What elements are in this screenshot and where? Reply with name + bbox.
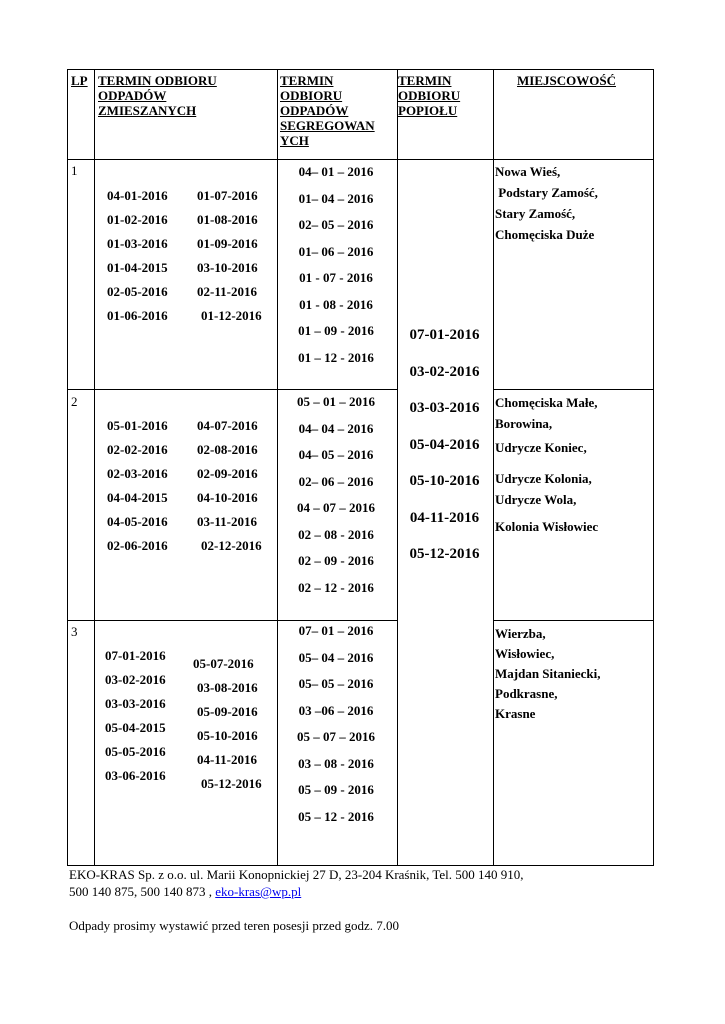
company-address: EKO-KRAS Sp. z o.o. ul. Marii Konopnickiej 27 D, 23-204 Kraśnik, Tel. 500 140 910, — [69, 867, 524, 882]
table-cell: 01 - 08 - 2016 — [299, 296, 373, 312]
table-cell: 03-06-2016 — [105, 768, 166, 783]
table-cell: 02– 05 – 2016 — [298, 217, 374, 232]
row1-separator-right — [493, 389, 654, 390]
ash-dates — [397, 325, 492, 581]
table-border-left — [67, 69, 68, 866]
col-divider-mixed — [277, 69, 278, 866]
row3-mixed-left — [105, 648, 166, 792]
table-cell: 03-10-2016 — [197, 260, 258, 275]
company-phones — [69, 883, 524, 900]
row1-mixed-left — [107, 188, 168, 332]
table-cell: 03-08-2016 — [197, 680, 258, 695]
table-cell: 03 –06 – 2016 — [298, 702, 374, 718]
table-cell: 05-10-2016 — [409, 473, 480, 489]
table-cell: 03-03-2016 — [105, 696, 166, 711]
table-cell: 05– 05 – 2016 — [298, 676, 374, 691]
row2-localities — [495, 395, 598, 540]
row2-lp: 2 — [71, 394, 78, 409]
table-cell: 02-08-2016 — [197, 442, 258, 457]
table-cell: 07– 01 – 2016 — [298, 623, 374, 638]
table-cell: 02 – 12 - 2016 — [298, 579, 374, 595]
table-cell: 05– 04 – 2016 — [298, 649, 374, 665]
schedule-table — [67, 69, 654, 866]
table-cell: 05-12-2016 — [201, 776, 262, 791]
col-divider-ash — [493, 69, 494, 866]
table-cell: 02-05-2016 — [107, 284, 168, 299]
row3-segregated — [281, 623, 391, 835]
table-cell: 01-04-2015 — [107, 260, 168, 275]
list-item: Kolonia Wisłowiec — [495, 519, 599, 534]
email-link[interactable]: eko-kras@wp.pl — [215, 884, 302, 899]
table-cell: 05-05-2016 — [105, 744, 166, 759]
table-cell: 03-11-2016 — [197, 514, 257, 529]
table-cell: 04-11-2016 — [409, 509, 480, 526]
table-cell: 04-11-2016 — [197, 752, 257, 767]
list-item: Podstary Zamość, — [495, 185, 598, 200]
table-cell: 05-04-2015 — [105, 720, 166, 735]
table-cell: 07-01-2016 — [105, 648, 166, 663]
table-cell: 01 - 07 - 2016 — [299, 270, 373, 285]
table-cell: 04– 01 – 2016 — [298, 164, 374, 179]
table-cell: 01 – 09 - 2016 — [298, 323, 374, 338]
table-cell: 02-12-2016 — [201, 538, 262, 553]
table-cell: 03 – 08 - 2016 — [298, 755, 374, 771]
row2-segregated — [281, 394, 391, 606]
row2-separator-right — [493, 620, 654, 621]
table-cell: 01-09-2016 — [197, 236, 258, 251]
table-cell: 01– 04 – 2016 — [298, 190, 374, 206]
table-cell: 05 – 09 - 2016 — [298, 782, 374, 797]
list-item: Chomęciska Małe, — [495, 395, 598, 410]
table-cell: 01-08-2016 — [197, 212, 258, 227]
list-item: Krasne — [495, 706, 536, 721]
row1-mixed-right — [197, 188, 262, 332]
row1-segregated — [281, 164, 391, 376]
table-cell: 05-04-2016 — [409, 436, 480, 453]
table-cell: 05-10-2016 — [197, 728, 258, 743]
row3-lp: 3 — [71, 624, 78, 639]
list-item: Podkrasne, — [495, 686, 558, 701]
list-item: Udrycze Kolonia, — [495, 471, 592, 486]
table-cell: 01-12-2016 — [201, 308, 262, 323]
table-cell: 01-02-2016 — [107, 212, 168, 227]
table-cell: 02-03-2016 — [107, 466, 168, 481]
table-cell: 02 – 09 - 2016 — [298, 553, 374, 568]
header-segregated-waste: TERMIN ODBIORU ODPADÓW SEGREGOWAN YCH — [280, 73, 375, 148]
table-cell: 02-11-2016 — [197, 284, 257, 299]
table-cell: 04– 05 – 2016 — [298, 447, 374, 462]
table-cell: 01– 06 – 2016 — [298, 243, 374, 259]
table-cell: 04 – 07 – 2016 — [297, 500, 375, 515]
list-item: Udrycze Wola, — [495, 492, 577, 507]
header-separator — [67, 159, 654, 160]
list-item: Nowa Wieś, — [495, 164, 561, 179]
list-item: Chomęciska Duże — [495, 227, 595, 242]
header-lp: LP — [71, 73, 88, 88]
company-info — [69, 866, 524, 900]
table-cell: 02-02-2016 — [107, 442, 168, 457]
row1-separator-left — [67, 389, 397, 390]
table-cell: 01 – 12 - 2016 — [298, 349, 374, 365]
table-cell: 04-04-2015 — [107, 490, 168, 505]
table-border-top — [67, 69, 654, 70]
row2-separator-left — [67, 620, 397, 621]
phone-numbers: 500 140 875, 500 140 873 , — [69, 884, 216, 899]
table-cell: 02– 06 – 2016 — [298, 473, 374, 489]
header-locality: MIEJSCOWOŚĆ — [517, 73, 616, 88]
list-item: Udrycze Koniec, — [495, 440, 587, 455]
list-item: Borowina, — [495, 416, 553, 431]
row1-localities — [495, 164, 598, 248]
table-cell: 04-07-2016 — [197, 418, 258, 433]
table-cell: 02-09-2016 — [197, 466, 258, 481]
table-cell: 04-10-2016 — [197, 490, 258, 505]
header-mixed-waste: TERMIN ODBIORU ODPADÓW ZMIESZANYCH — [98, 73, 217, 118]
table-cell: 04– 04 – 2016 — [298, 420, 374, 436]
row2-mixed-left — [107, 418, 168, 562]
table-cell: 02-06-2016 — [107, 538, 168, 553]
table-cell: 04-05-2016 — [107, 514, 168, 529]
row2-mixed-right — [197, 418, 262, 562]
list-item: Stary Zamość, — [495, 206, 576, 221]
table-cell: 05 – 12 - 2016 — [298, 808, 374, 824]
header-ash: TERMIN ODBIORU POPIOŁU — [398, 73, 461, 118]
col-divider-lp — [94, 69, 95, 866]
list-item: Wisłowiec, — [495, 646, 555, 661]
table-cell: 05 – 07 – 2016 — [297, 729, 375, 744]
table-cell: 04-01-2016 — [107, 188, 168, 203]
row3-mixed-right — [193, 656, 262, 800]
table-cell: 03-03-2016 — [409, 400, 480, 416]
collection-note: Odpady prosimy wystawić przed teren posesji przed godz. 7.00 — [69, 918, 399, 933]
row3-localities — [495, 626, 600, 726]
table-cell: 05-01-2016 — [107, 418, 168, 433]
table-cell: 02 – 08 - 2016 — [298, 526, 374, 542]
table-cell: 01-06-2016 — [107, 308, 168, 323]
table-cell: 01-07-2016 — [197, 188, 258, 203]
row1-lp: 1 — [71, 163, 78, 178]
list-item: Wierzba, — [495, 626, 546, 641]
table-cell: 07-01-2016 — [409, 327, 480, 343]
table-cell: 01-03-2016 — [107, 236, 168, 251]
table-border-right — [653, 69, 654, 866]
table-cell: 05-12-2016 — [409, 546, 480, 562]
table-cell: 05-07-2016 — [193, 656, 254, 671]
table-cell: 03-02-2016 — [409, 363, 480, 380]
table-cell: 05-09-2016 — [197, 704, 258, 719]
list-item: Majdan Sitaniecki, — [495, 666, 601, 681]
table-cell: 05 – 01 – 2016 — [297, 394, 375, 409]
table-cell: 03-02-2016 — [105, 672, 166, 687]
